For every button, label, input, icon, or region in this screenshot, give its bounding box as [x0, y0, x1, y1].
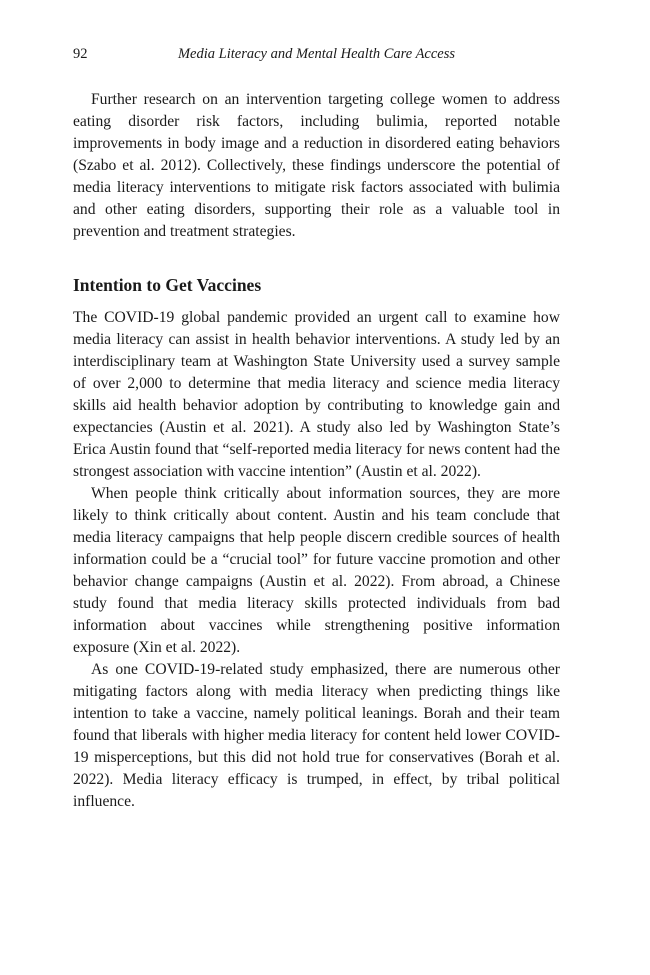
body-paragraph: As one COVID-19-related study emphasized, there are numerous other mitigating factors along with media literacy when predicting things like intention to take a vaccine, namely political leanings. Borah and their team found that liberals with higher media literacy for content held lower COVID-19 misperceptions, but this did not hold true for conservatives (Borah et al. 2022). Media literacy efficacy is trumped, in effect, by tribal political influence.: [73, 661, 560, 810]
page-number: 92: [73, 46, 88, 62]
body-paragraph: Further research on an intervention targeting college women to address eating disorder risk factors, including bulimia, reported notable improvements in body image and a reduction in disordered eating behaviors (Szabo et al. 2012). Collectively, these findings underscore the potential of media literacy interventions to mitigate risk factors associated with bulimia and other eating disorders, supporting their role as a valuable tool in prevention and treatment strategies.: [73, 91, 560, 240]
running-head: [73, 46, 560, 66]
body-paragraph: When people think critically about information sources, they are more likely to think critically about content. Austin and his team conclude that media literacy campaigns that help people discern credible sources of health information could be a “crucial tool” for future vaccine promotion and other behavior change campaigns (Austin et al. 2022). From abroad, a Chinese study found that media literacy skills protected individuals from bad information about vaccines while strengthening positive information exposure (Xin et al. 2022).: [73, 485, 560, 656]
section-text-block: [73, 307, 560, 813]
section-heading: Intention to Get Vaccines: [73, 275, 262, 295]
running-title: Media Literacy and Mental Health Care Access: [177, 46, 456, 62]
intro-text-block: [73, 89, 560, 243]
body-paragraph: The COVID-19 global pandemic provided an urgent call to examine how media literacy can assist in health behavior interventions. A study led by an interdisciplinary team at Washington State University used a survey sample of over 2,000 to determine that media literacy and science media literacy skills aid health behavior adoption by contributing to knowledge gain and expectancies (Austin et al. 2021). A study also led by Washington State’s Erica Austin found that “self-reported media literacy for news content had the strongest association with vaccine intention” (Austin et al. 2022).: [73, 309, 560, 480]
